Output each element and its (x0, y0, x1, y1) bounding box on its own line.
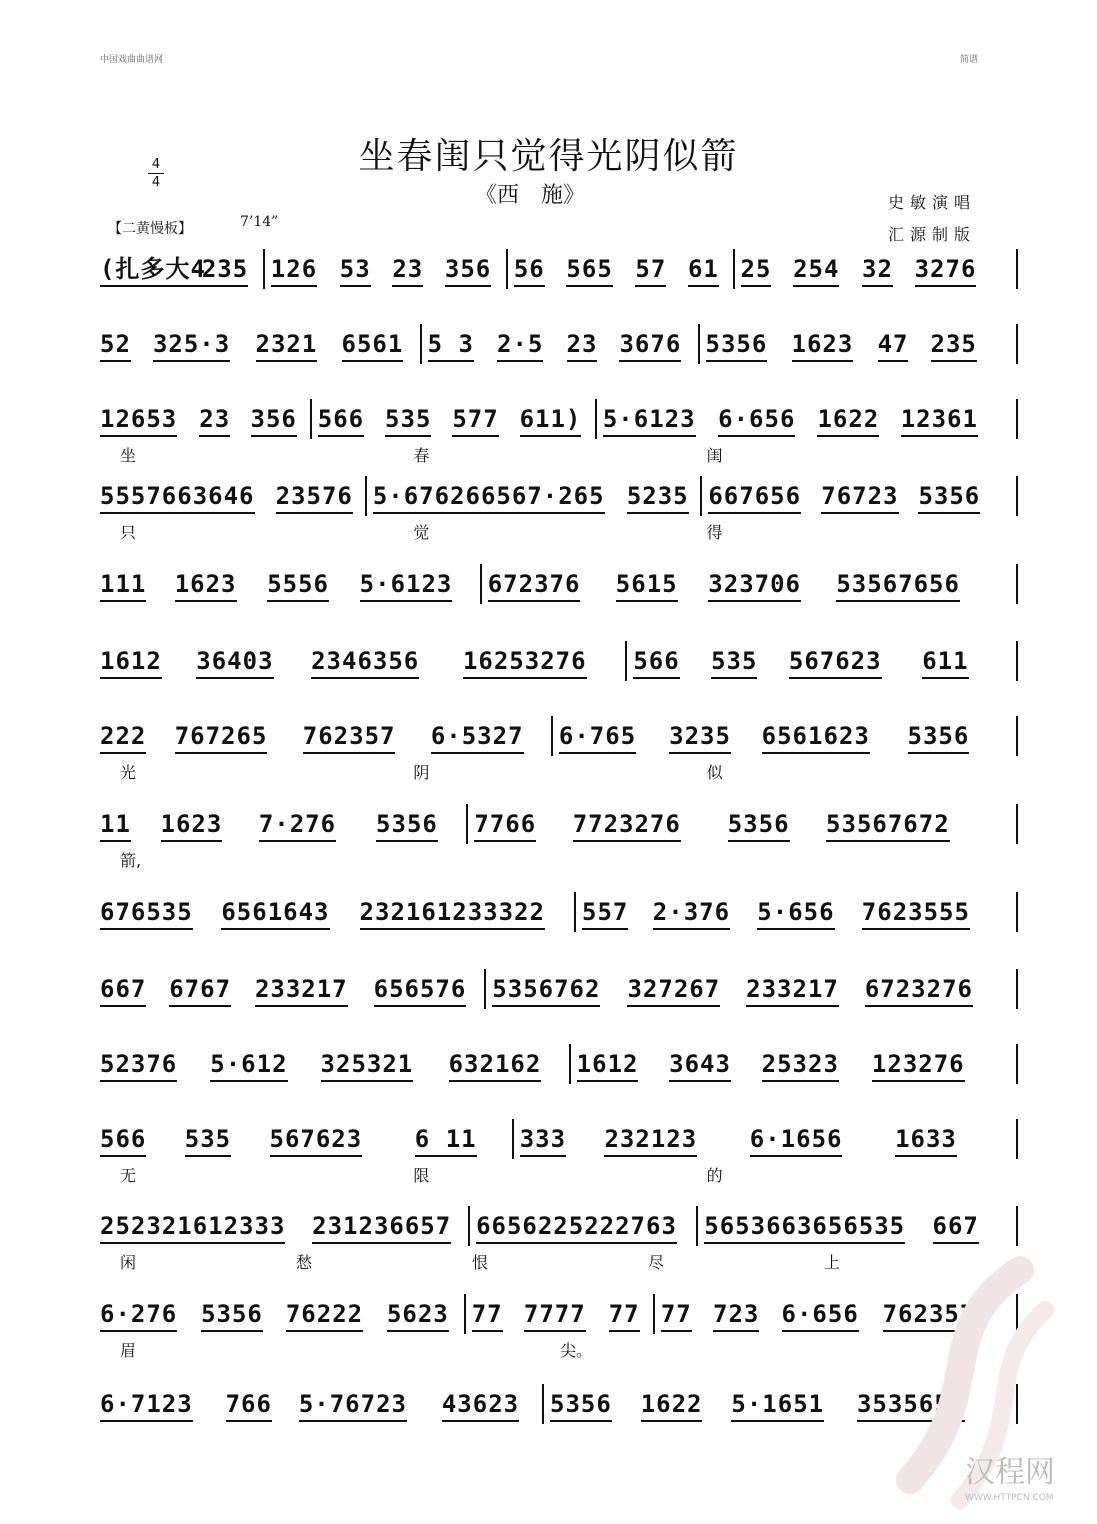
barline (310, 399, 312, 439)
site-header-right: 简谱 (960, 55, 979, 65)
note-group: 254 (793, 255, 839, 287)
note-group: 3676 (619, 330, 681, 362)
note-group: 1612 (100, 647, 162, 679)
barline (542, 1384, 544, 1424)
note-group: 56 (514, 255, 545, 287)
note-group: 5·612 (210, 1050, 287, 1082)
note-group: 77 (609, 1300, 640, 1332)
score-notes (100, 898, 1018, 932)
note-group: 5556 (267, 570, 329, 602)
note-group: (扎多大4 (100, 255, 206, 287)
note-group: 123276 (872, 1050, 965, 1082)
lyric-syllable: 只 (120, 523, 137, 542)
note-group: 656576 (374, 975, 467, 1007)
lyric-syllable: 无 (120, 1166, 137, 1185)
barline (468, 1206, 470, 1246)
time-signature-line (148, 173, 164, 174)
note-group: 565 (566, 255, 612, 287)
barline (464, 1294, 466, 1334)
note-group: 762357 (303, 722, 396, 754)
score-notes (100, 330, 1018, 364)
note-group: 3276 (915, 255, 977, 287)
barline-end (1016, 564, 1018, 604)
note-group: 557 (582, 898, 628, 930)
note-group: 111 (100, 570, 146, 602)
note-group: 12653 (100, 405, 177, 437)
barline (733, 249, 735, 289)
singer-credit: 史敏演唱 (888, 193, 977, 212)
note-group: 767265 (175, 722, 268, 754)
note-group: 567623 (270, 1125, 363, 1157)
note-group: 61 (688, 255, 719, 287)
lyric-syllable: 觉 (413, 523, 430, 542)
note-group: 5356 (201, 1300, 263, 1332)
note-group: 6·7123 (100, 1390, 193, 1422)
lyric-syllable: 闺 (706, 446, 723, 465)
note-group: 5356 (376, 810, 438, 842)
score-row (100, 722, 1018, 782)
note-group: 7766 (474, 810, 536, 842)
note-group: 53567672 (826, 810, 950, 842)
note-group: 766 (226, 1390, 272, 1422)
note-group: 323706 (708, 570, 801, 602)
note-group: 232123 (604, 1125, 697, 1157)
note-group: 5·1651 (731, 1390, 824, 1422)
score-notes (100, 975, 1018, 1009)
note-group: 5615 (616, 570, 678, 602)
score-notes (100, 647, 1018, 681)
note-group: 535 (385, 405, 431, 437)
note-group: 7777 (524, 1300, 586, 1332)
note-group: 12361 (901, 405, 978, 437)
note-group: 325·3 (153, 330, 230, 362)
note-group: 5·676266567·265 (373, 482, 605, 514)
score-notes (100, 1125, 1018, 1159)
lyric-syllable: 阴 (413, 763, 430, 782)
note-group: 32 (862, 255, 893, 287)
lyric-syllable: 限 (413, 1166, 430, 1185)
score-row (100, 255, 1018, 315)
note-group: 535 (185, 1125, 231, 1157)
note-group: 667656 (708, 482, 801, 514)
note-group: 3643 (669, 1050, 731, 1082)
note-group: 7·276 (259, 810, 336, 842)
score-row (100, 570, 1018, 630)
note-group: 1612 (577, 1050, 639, 1082)
note-group: 7723276 (573, 810, 681, 842)
barline-end (1016, 716, 1018, 756)
lyrics-line (100, 848, 1018, 870)
note-group: 6561643 (221, 898, 329, 930)
note-group: 235 (931, 330, 977, 362)
lyric-syllable: 恨 (472, 1253, 489, 1272)
note-group: 567623 (789, 647, 882, 679)
lyric-syllable: 尖。 (560, 1341, 593, 1360)
note-group: 2·5 (497, 330, 543, 362)
barline-end (1016, 892, 1018, 932)
barline-end (1016, 641, 1018, 681)
note-group: 25323 (762, 1050, 839, 1082)
score-row (100, 405, 1018, 465)
barline (569, 1044, 571, 1084)
note-group: 43623 (442, 1390, 519, 1422)
lyric-syllable: 闲 (120, 1253, 137, 1272)
note-group: 52376 (100, 1050, 177, 1082)
note-group: 2·376 (653, 898, 730, 930)
lyric-syllable: 的 (706, 1166, 723, 1185)
barline (512, 1119, 514, 1159)
note-group: 6656225222763 (476, 1212, 677, 1244)
note-group: 252321612333 (100, 1212, 285, 1244)
barline-end (1016, 969, 1018, 1009)
barline-end (1016, 1044, 1018, 1084)
note-group: 6·5327 (431, 722, 524, 754)
note-group: 1623 (792, 330, 854, 362)
lyric-syllable: 上 (824, 1253, 841, 1272)
note-group: 2321 (256, 330, 318, 362)
note-group: 6 11 (415, 1125, 477, 1157)
note-group: 5557663646 (100, 482, 255, 514)
note-group: 36403 (196, 647, 273, 679)
note-group: 7623555 (862, 898, 970, 930)
note-group: 126 (271, 255, 317, 287)
note-group: 6·1656 (750, 1125, 843, 1157)
lyrics-line (100, 1163, 1018, 1185)
note-group: 5623 (387, 1300, 449, 1332)
note-group: 676535 (100, 898, 193, 930)
note-group: 535 (711, 647, 757, 679)
note-group: 566 (633, 647, 679, 679)
note-group: 23 (567, 330, 598, 362)
note-group: 327267 (627, 975, 720, 1007)
note-group: 5 3 (428, 330, 474, 362)
barline (263, 249, 265, 289)
note-group: 5235 (627, 482, 689, 514)
note-group: 5653663656535 (704, 1212, 905, 1244)
score-row (100, 810, 1018, 870)
score-row (100, 1050, 1018, 1110)
note-group: 25 (741, 255, 772, 287)
note-group: 1623 (161, 810, 223, 842)
note-group: 5·6123 (360, 570, 453, 602)
barline (466, 804, 468, 844)
tempo-marking: 【二黄慢板】 (108, 221, 192, 237)
lyric-syllable: 坐 (120, 446, 137, 465)
lyrics-line (100, 520, 1018, 542)
lyric-syllable: 尽 (648, 1253, 665, 1272)
note-group: 23 (199, 405, 230, 437)
barline-end (1016, 476, 1018, 516)
note-group: 53567656 (836, 570, 960, 602)
lyric-syllable: 春 (413, 446, 430, 465)
note-group: 2346356 (311, 647, 419, 679)
note-group: 76723 (821, 482, 898, 514)
note-group: 762357 (883, 1300, 976, 1332)
note-group: 232161233322 (360, 898, 545, 930)
barline (365, 476, 367, 516)
barline (484, 969, 486, 1009)
barline (595, 399, 597, 439)
note-group: 1623 (175, 570, 237, 602)
note-group: 6561623 (762, 722, 870, 754)
note-group: 233217 (746, 975, 839, 1007)
note-group: 5356 (550, 1390, 612, 1422)
note-group: 16253276 (463, 647, 587, 679)
page-title: 坐春闺只觉得光阴似箭 (358, 136, 739, 177)
note-group: 52 (100, 330, 131, 362)
note-group: 5·6123 (603, 405, 696, 437)
score-row (100, 482, 1018, 542)
time-signature (148, 158, 164, 189)
note-group: 76222 (286, 1300, 363, 1332)
watermark-site: WWW.HTTPCN.COM (965, 1493, 1054, 1503)
note-group: 5356 (908, 722, 970, 754)
barline-end (1016, 249, 1018, 289)
note-group: 6561 (342, 330, 404, 362)
score-row (100, 975, 1018, 1035)
barline (696, 1206, 698, 1246)
note-group: 566 (100, 1125, 146, 1157)
note-group: 1622 (817, 405, 879, 437)
site-header-left: 中国戏曲曲谱网 (100, 55, 164, 65)
note-group: 1633 (895, 1125, 957, 1157)
barline-end (1016, 804, 1018, 844)
note-group: 233217 (255, 975, 348, 1007)
note-group: 57 (635, 255, 666, 287)
barline-end (1016, 1119, 1018, 1159)
note-group: 577 (452, 405, 498, 437)
watermark-brand: 汉程网 (965, 1455, 1055, 1490)
score-notes (100, 482, 1018, 516)
lyric-syllable: 箭, (120, 851, 142, 870)
score-row (100, 898, 1018, 958)
page-subtitle: 《西 施》 (475, 183, 586, 208)
time-signature-bottom: 4 (151, 175, 161, 190)
note-group: 325321 (321, 1050, 414, 1082)
note-group: 23576 (276, 482, 353, 514)
note-group: 723 (713, 1300, 759, 1332)
note-group: 77 (472, 1300, 503, 1332)
barline-end (1016, 1206, 1018, 1246)
note-group: 231236657 (312, 1212, 451, 1244)
lyric-syllable: 光 (120, 763, 137, 782)
score-notes (100, 722, 1018, 756)
note-group: 53 (340, 255, 371, 287)
note-group: 1622 (641, 1390, 703, 1422)
note-group: 611) (520, 405, 582, 437)
time-signature-top: 4 (151, 157, 161, 172)
note-group: 5356 (706, 330, 768, 362)
score-notes (100, 1050, 1018, 1084)
note-group: 333 (520, 1125, 566, 1157)
barline (700, 476, 702, 516)
note-group: 222 (100, 722, 146, 754)
note-group: 23 (392, 255, 423, 287)
duration: 7’14” (240, 214, 279, 230)
note-group: 6·276 (100, 1300, 177, 1332)
note-group: 5356 (728, 810, 790, 842)
lyrics-line (100, 443, 1018, 465)
note-group: 5356 (918, 482, 980, 514)
barline (625, 641, 627, 681)
barline (574, 892, 576, 932)
score-notes (100, 1212, 1018, 1246)
note-group: 6767 (169, 975, 231, 1007)
note-group: 3235 (669, 722, 731, 754)
note-group: 6·656 (718, 405, 795, 437)
note-group: 3535651 (857, 1390, 965, 1422)
lyrics-line (100, 760, 1018, 782)
score-row (100, 647, 1018, 707)
note-group: 672376 (488, 570, 581, 602)
watermark-logo (870, 1250, 1080, 1510)
note-group: 667 (100, 975, 146, 1007)
lyric-syllable: 似 (706, 763, 723, 782)
barline (551, 716, 553, 756)
note-group: 632162 (449, 1050, 542, 1082)
note-group: 11 (100, 810, 131, 842)
note-group: 235 (202, 255, 248, 287)
score-notes (100, 405, 1018, 439)
note-group: 667 (933, 1212, 979, 1244)
score-row (100, 1125, 1018, 1185)
maker-credit: 汇源制版 (888, 225, 977, 244)
lyric-syllable: 得 (706, 523, 723, 542)
lyric-syllable: 眉 (120, 1341, 137, 1360)
barline-end (1016, 324, 1018, 364)
score-notes (100, 570, 1018, 604)
note-group: 566 (318, 405, 364, 437)
score-row (100, 330, 1018, 390)
note-group: 6723276 (865, 975, 973, 1007)
score-notes (100, 255, 1018, 289)
note-group: 5356762 (492, 975, 600, 1007)
note-group: 6·765 (559, 722, 636, 754)
barline (653, 1294, 655, 1334)
note-group: 611 (922, 647, 968, 679)
note-group: 356 (445, 255, 491, 287)
lyric-syllable: 愁 (296, 1253, 313, 1272)
barline-end (1016, 399, 1018, 439)
note-group: 5·76723 (299, 1390, 407, 1422)
note-group: 47 (878, 330, 909, 362)
note-group: 6·656 (782, 1300, 859, 1332)
note-group: 356 (251, 405, 297, 437)
score-notes (100, 810, 1018, 844)
note-group: 77 (661, 1300, 692, 1332)
barline (420, 324, 422, 364)
barline (698, 324, 700, 364)
barline (480, 564, 482, 604)
note-group: 5·656 (757, 898, 834, 930)
barline (506, 249, 508, 289)
